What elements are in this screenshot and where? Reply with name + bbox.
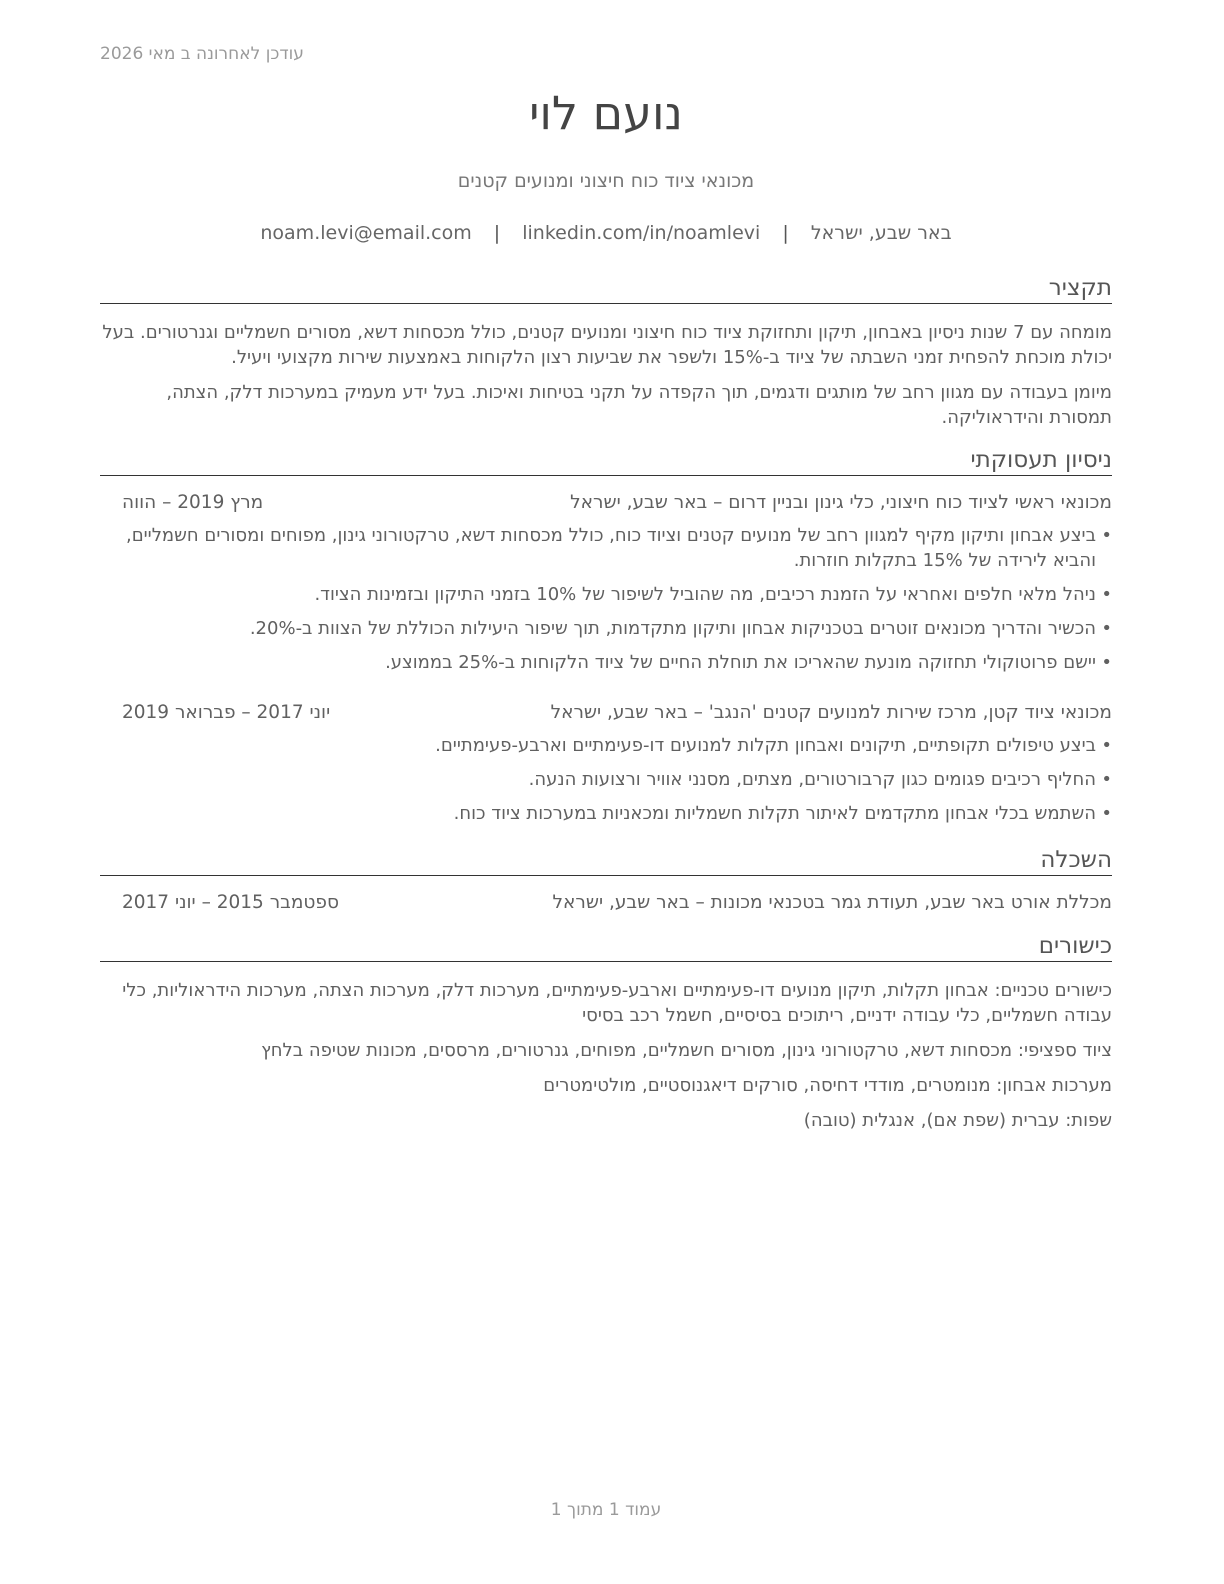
job-role: מכונאי ציוד קטן, מרכז שירות למנועים קטנים 'הנגב' – באר שבע, ישראל <box>550 702 1112 723</box>
last-updated-note: עודכן לאחרונה ב מאי 2026 <box>100 44 304 64</box>
contact-separator: | <box>782 222 789 244</box>
bullet-item: • ביצע אבחון ותיקון מקיף למגוון רחב של מנועים קטנים וציוד כוח, כולל מכסחות דשא, טרקטורוני גינון, מפוחים ומסורים חשמליים, והביא לירידה של 15% בתקלות חוזרות. <box>100 523 1112 573</box>
education-dates: ספטמבר 2015 – יוני 2017 <box>122 892 339 913</box>
job-role: מכונאי ראשי לציוד כוח חיצוני, כלי גינון ובניין דרום – באר שבע, ישראל <box>570 492 1112 513</box>
page-number: עמוד 1 מתוך 1 <box>550 1500 662 1520</box>
job-dates: מרץ 2019 – הווה <box>122 492 264 513</box>
bullet-item: • ביצע טיפולים תקופתיים, תיקונים ואבחון תקלות למנועים דו-פעימתיים וארבע-פעימתיים. <box>100 733 1112 758</box>
bullet-item: • יישם פרוטוקולי תחזוקה מונעת שהאריכו את תוחלת החיים של ציוד הלקוחות ב-25% בממוצע. <box>100 650 1112 675</box>
education-institution: מכללת אורט באר שבע, תעודת גמר בטכנאי מכונות – באר שבע, ישראל <box>552 892 1112 913</box>
section-heading-education: השכלה <box>100 846 1112 876</box>
education-entry <box>100 892 1112 918</box>
skill-line: כישורים טכניים: אבחון תקלות, תיקון מנועים דו-פעימתיים וארבע-פעימתיים, מערכות דלק, מערכות הצתה, מערכות הידראוליות, כלי עבודה חשמליים, כלי עבודה ידניים, ריתוכים בסיסיים, חשמל רכב בסיסי <box>122 980 1112 1026</box>
contact-line <box>100 222 1112 244</box>
linkedin-link[interactable]: linkedin.com/in/noamlevi <box>522 222 761 244</box>
section-heading-summary: תקציר <box>100 274 1112 304</box>
bullet-item: • השתמש בכלי אבחון מתקדמים לאיתור תקלות חשמליות ומכאניות במערכות ציוד כוח. <box>100 801 1112 826</box>
bullet-item: • החליף רכיבים פגומים כגון קרבורטורים, מצתים, מסנני אוויר ורצועות הנעה. <box>100 767 1112 792</box>
summary-paragraph: מיומן בעבודה עם מגוון רחב של מותגים ודגמים, תוך הקפדה על תקני בטיחות ואיכות. בעל ידע מעמיק במערכות דלק, הצתה, תמסורת והידראוליקה. <box>166 382 1112 428</box>
section-heading-skills: כישורים <box>100 932 1112 962</box>
email-link[interactable]: noam.levi@email.com <box>260 222 472 244</box>
skill-line: מערכות אבחון: מנומטרים, מודדי דחיסה, סורקים דיאגנוסטיים, מולטימטרים <box>543 1075 1112 1096</box>
job-title: מכונאי ציוד כוח חיצוני ומנועים קטנים <box>457 170 755 192</box>
job-bullets <box>100 523 1112 684</box>
skill-line: ציוד ספציפי: מכסחות דשא, טרקטורוני גינון, מסורים חשמליים, מפוחים, גנרטורים, מרססים, מכונות שטיפה בלחץ <box>261 1040 1112 1061</box>
bullet-item: • ניהל מלאי חלפים ואחראי על הזמנת רכיבים, מה שהוביל לשיפור של 10% בזמני התיקון ובזמינות הציוד. <box>100 582 1112 607</box>
bullet-item: • הכשיר והדריך מכונאים זוטרים בטכניקות אבחון ותיקון מתקדמות, תוך שיפור היעילות הכוללת של הצוות ב-20%. <box>100 616 1112 641</box>
skills-list <box>100 978 1112 1143</box>
job-dates: יוני 2017 – פברואר 2019 <box>122 702 331 723</box>
job-entry-header <box>100 492 1112 518</box>
skill-line: שפות: עברית (שפת אם), אנגלית (טובה) <box>803 1110 1112 1131</box>
resume-page <box>100 0 1112 1584</box>
candidate-name: נועם לוי <box>529 86 683 140</box>
job-entry-header <box>100 702 1112 728</box>
job-bullets <box>100 733 1112 835</box>
contact-separator: | <box>493 222 501 244</box>
summary-paragraph: מומחה עם 7 שנות ניסיון באבחון, תיקון ותחזוקת ציוד כוח חיצוני ומנועים קטנים, כולל מכסחות דשא, מסורים חשמליים וגנרטורים. בעל יכולת מוכחת להפחית זמני השבתה של ציוד ב-15% ולשפר את שביעות רצון הלקוחות באמצעות שירות מקצועי ויעיל. <box>102 322 1112 368</box>
section-heading-experience: ניסיון תעסוקתי <box>100 446 1112 476</box>
location-text: באר שבע, ישראל <box>810 222 952 244</box>
